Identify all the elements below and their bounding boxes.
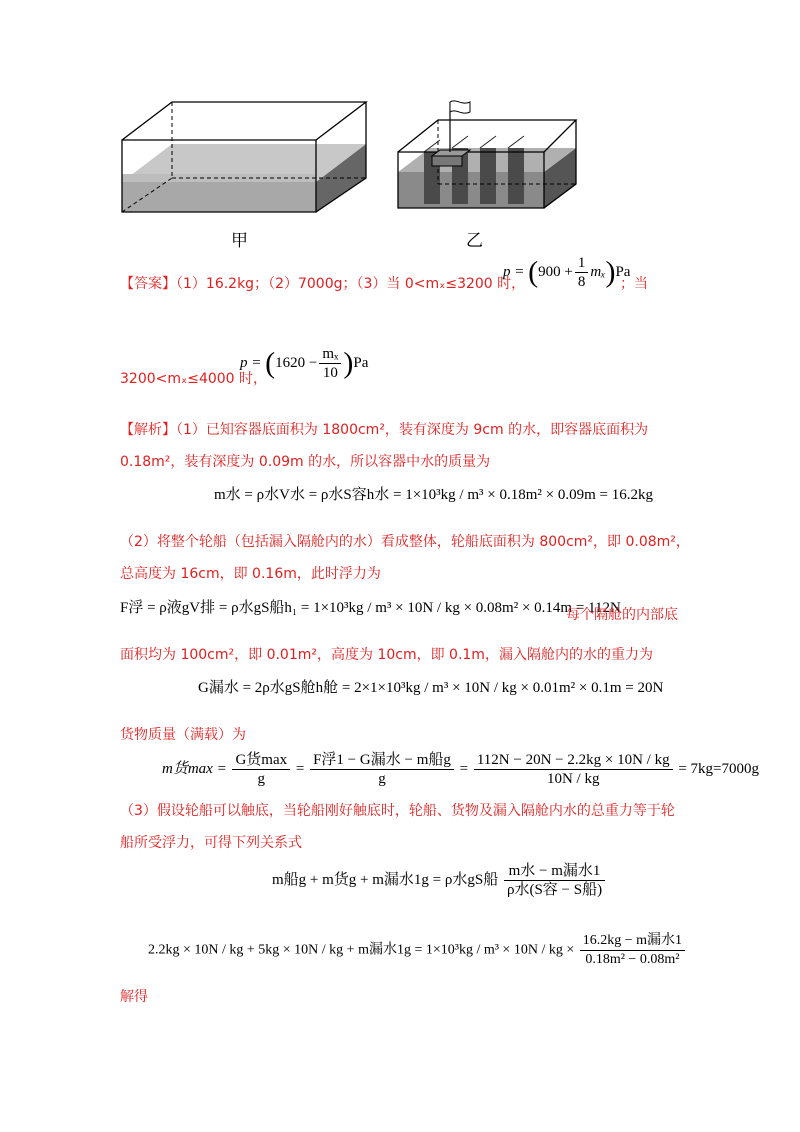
equation-leak-weight: G漏水 = 2ρ水gS舱h舱 = 2×1×10³kg / m³ × 10N / kg × 0.01m² × 0.1m = 20N	[198, 680, 664, 696]
equation-buoyancy: F浮 = ρ液gV排 = ρ水gS船h₁ = 1×10³kg / m³ × 10N / kg × 0.08m² × 0.14m = 112N	[120, 600, 621, 616]
container-jia-figure	[118, 96, 370, 216]
analysis-p3-line1: （3）假设轮船可以触底，当轮船刚好触底时，轮船、货物及漏入隔舱内水的总重力等于轮	[120, 803, 675, 819]
equation-balance: m船g + m货g + m漏水1g = ρ水gS船 $\frac{\text{m水 − m漏水1}}{\text{ρ水(S容 − S船)}}$	[272, 862, 607, 899]
analysis-p3-line2: 船所受浮力，可得下列关系式	[120, 835, 302, 851]
analysis-p2-line3: 面积均为 100cm²，即 0.01m²，高度为 10cm，即 0.1m，漏入隔舱内的水的重力为	[120, 647, 653, 663]
analysis-p2-line1: （2）将整个轮船（包括漏入隔舱内的水）看成整体，轮船底面积为 800cm²，即 0.08m²，	[120, 534, 690, 550]
analysis-conclusion: 解得	[120, 989, 148, 1005]
answer-formula-1: p = (900 + $\frac{1}{8}$ mₓ)Pa	[503, 255, 631, 290]
equation-water-mass: m水 = ρ水V水 = ρ水S容h水 = 1×10³kg / m³ × 0.18m² × 0.09m = 16.2kg	[214, 487, 653, 503]
answer-tag: 【答案】	[120, 276, 176, 292]
container-yi-figure	[394, 96, 580, 214]
analysis-p2-line4: 货物质量（满载）为	[120, 727, 246, 743]
equation-cargo-mass: m货max = $\frac{\text{G货max}}{g}$ = $\frac{\text{F浮1 − G漏水 − m船g}}{g}$ = $\frac{112N - 20N - 2.2kg \times 10N / kg}{10N / kg}$ = 7kg=7000g	[162, 752, 759, 787]
analysis-p1-line2: 0.18m²，装有深度为 0.09m 的水，所以容器中水的质量为	[120, 454, 491, 470]
answer-separator: ；当	[620, 276, 648, 292]
analysis-p1-line1: 【解析】（1）已知容器底面积为 1800cm²，装有深度为 9cm 的水，即容器底面积为	[120, 422, 649, 438]
answer-line	[120, 273, 525, 295]
figure-label-jia: 甲	[231, 231, 248, 251]
answer-line-2: 3200<mₓ≤4000 时，	[120, 371, 268, 387]
answer-text: （1）16.2kg；（2）7000g；（3）当 0<mₓ≤3200 时，	[176, 276, 526, 292]
answer-formula-2: p = (1620 − $\frac{\text{mₓ}}{10}$ )Pa	[240, 346, 369, 381]
equation-balance-substituted: 2.2kg × 10N / kg + 5kg × 10N / kg + m漏水1g = 1×10³kg / m³ × 10N / kg × $\frac{\text{16.2kg − m漏水1}}{\text{0.18m² − 0.08m²}}$	[148, 932, 687, 969]
figure-label-yi: 乙	[466, 231, 483, 251]
analysis-p2-line2: 总高度为 16cm，即 0.16m，此时浮力为	[120, 566, 381, 582]
analysis-tag: 【解析】	[120, 422, 176, 438]
analysis-p2-tail: 每个隔舱的内部底	[566, 607, 678, 623]
